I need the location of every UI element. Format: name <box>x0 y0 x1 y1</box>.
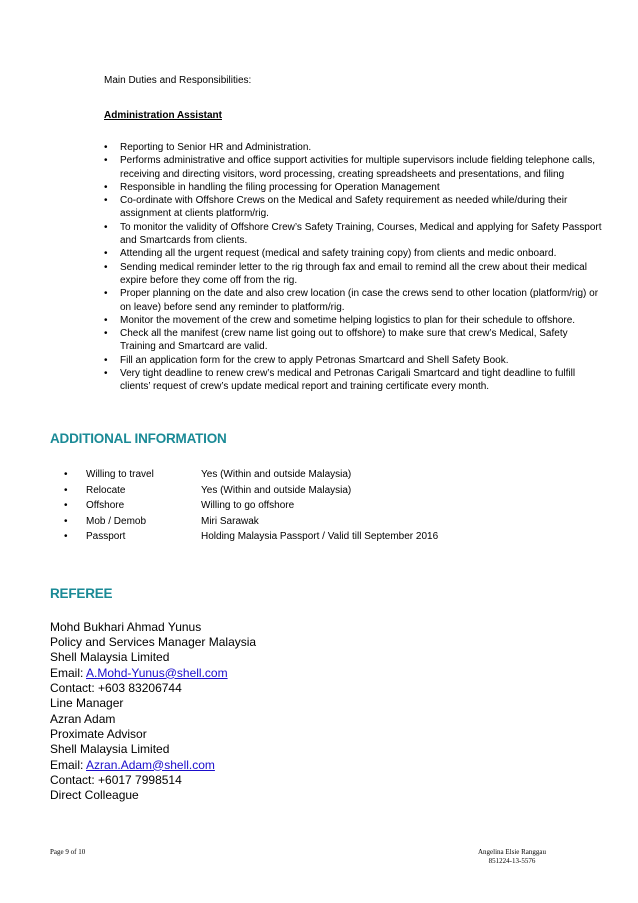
referee-company: Shell Malaysia Limited <box>50 742 170 757</box>
referee-position: Proximate Advisor <box>50 727 147 742</box>
duty-text: Sending medical reminder letter to the rig through fax and email to remind all the crew about their medical expire before they come off from the rig. <box>120 261 587 286</box>
list-item <box>104 194 604 221</box>
footer-author <box>468 848 556 866</box>
duty-text: Attending all the urgent request (medical and safety training copy) from clients and medic onboard. <box>120 248 557 260</box>
referee-name: Mohd Bukhari Ahmad Yunus <box>50 620 202 634</box>
bullet-icon: • <box>104 288 108 300</box>
referee-heading: REFEREE <box>50 586 113 601</box>
list-item <box>104 181 604 194</box>
referee-block <box>50 712 215 803</box>
footer-name: Angelina Elsie Ranggau <box>477 848 547 856</box>
bullet-icon: • <box>104 195 108 207</box>
referee-contact: Contact: +6017 7998514 <box>50 772 182 787</box>
referee-contact: Contact: +603 83206744 <box>50 680 182 695</box>
duty-text: Monitor the movement of the crew and sometime helping logistics to plan for their schedule to offshore. <box>120 314 576 326</box>
info-value: Holding Malaysia Passport / Valid till September 2016 <box>201 531 439 542</box>
info-key: Offshore <box>86 500 125 511</box>
duty-text: Co-ordinate with Offshore Crews on the Medical and Safety requirement as needed while/during their assignment at clients platform/rig. <box>120 195 568 220</box>
duties-list <box>104 141 604 394</box>
duty-text: Fill an application form for the crew to apply Petronas Smartcard and Shell Safety Book. <box>120 354 509 366</box>
bullet-icon: • <box>64 515 68 527</box>
list-item <box>104 141 604 154</box>
list-item <box>104 314 604 327</box>
duty-text: Proper planning on the date and also crew location (in case the crews send to other location (platform/rig) or on leave) before send any reminder to platform/rig. <box>120 288 599 313</box>
bullet-icon: • <box>104 261 108 273</box>
bullet-icon: • <box>104 248 108 260</box>
info-value: Willing to go offshore <box>201 500 295 511</box>
referee-company: Shell Malaysia Limited <box>50 650 170 665</box>
bullet-icon: • <box>64 469 68 480</box>
info-key: Willing to travel <box>86 469 154 480</box>
bullet-icon: • <box>64 500 68 511</box>
additional-info-heading: ADDITIONAL INFORMATION <box>50 431 227 446</box>
referee-position: Policy and Services Manager Malaysia <box>50 635 257 650</box>
bullet-icon: • <box>104 155 108 167</box>
referee-email-link[interactable]: Azran.Adam@shell.com <box>86 757 215 772</box>
list-item <box>104 247 604 260</box>
list-item <box>104 154 604 181</box>
duty-text: Responsible in handling the filing processing for Operation Management <box>120 181 440 193</box>
duty-text: Reporting to Senior HR and Administration. <box>120 142 312 153</box>
bullet-icon: • <box>64 531 68 542</box>
bullet-icon: • <box>104 314 108 326</box>
page-number: Page 9 of 10 <box>50 848 86 856</box>
bullet-icon: • <box>64 484 68 496</box>
bullet-icon: • <box>104 354 108 366</box>
email-label: Email: <box>50 757 87 772</box>
table-row <box>64 529 438 545</box>
bullet-icon: • <box>104 142 108 153</box>
info-key: Passport <box>86 531 126 542</box>
additional-info-table <box>64 467 438 545</box>
referee-email-line <box>50 758 215 773</box>
bullet-icon: • <box>104 328 108 340</box>
list-item <box>104 287 604 314</box>
list-item <box>104 367 604 394</box>
referee-block <box>50 620 256 711</box>
footer-id: 851224-13-5576 <box>488 857 536 865</box>
info-value: Yes (Within and outside Malaysia) <box>201 469 352 480</box>
table-row <box>64 483 438 499</box>
duty-text: Check all the manifest (crew name list going out to offshore) to make sure that crew’s Medical, Safety Training and Smartcard are valid. <box>120 328 568 353</box>
duties-title: Main Duties and Responsibilities: <box>104 75 252 86</box>
table-row <box>64 467 438 483</box>
referee-email-link[interactable]: A.Mohd-Yunus@shell.com <box>86 665 228 680</box>
duty-text: Very tight deadline to renew crew’s medical and Petronas Carigali Smartcard and tight deadline to fulfill clients’ request of crew’s update medical report and training certificate every month. <box>120 368 576 393</box>
info-value: Yes (Within and outside Malaysia) <box>201 484 352 496</box>
referee-email-line <box>50 666 256 681</box>
email-label: Email: <box>50 665 87 680</box>
duty-text: Performs administrative and office support activities for multiple supervisors include fielding telephone calls, receiving and directing visitors, word processing, creating spreadsheets and presentations, and filing <box>120 155 596 180</box>
info-key: Mob / Demob <box>86 515 147 527</box>
list-item <box>104 261 604 288</box>
list-item <box>104 221 604 248</box>
list-item <box>104 354 604 367</box>
referee-relation: Direct Colleague <box>50 788 139 803</box>
role-title: Administration Assistant <box>104 110 222 121</box>
list-item <box>104 327 604 354</box>
table-row <box>64 514 438 530</box>
referee-relation: Line Manager <box>50 696 124 711</box>
bullet-icon: • <box>104 221 108 233</box>
info-value: Miri Sarawak <box>201 515 259 527</box>
bullet-icon: • <box>104 368 108 380</box>
table-row <box>64 498 438 514</box>
duty-text: To monitor the validity of Offshore Crew’s Safety Training, Courses, Medical and applying for Safety Passport and Smartcards from clients. <box>120 221 602 247</box>
bullet-icon: • <box>104 181 108 193</box>
referee-name: Azran Adam <box>50 712 116 726</box>
info-key: Relocate <box>86 484 126 496</box>
